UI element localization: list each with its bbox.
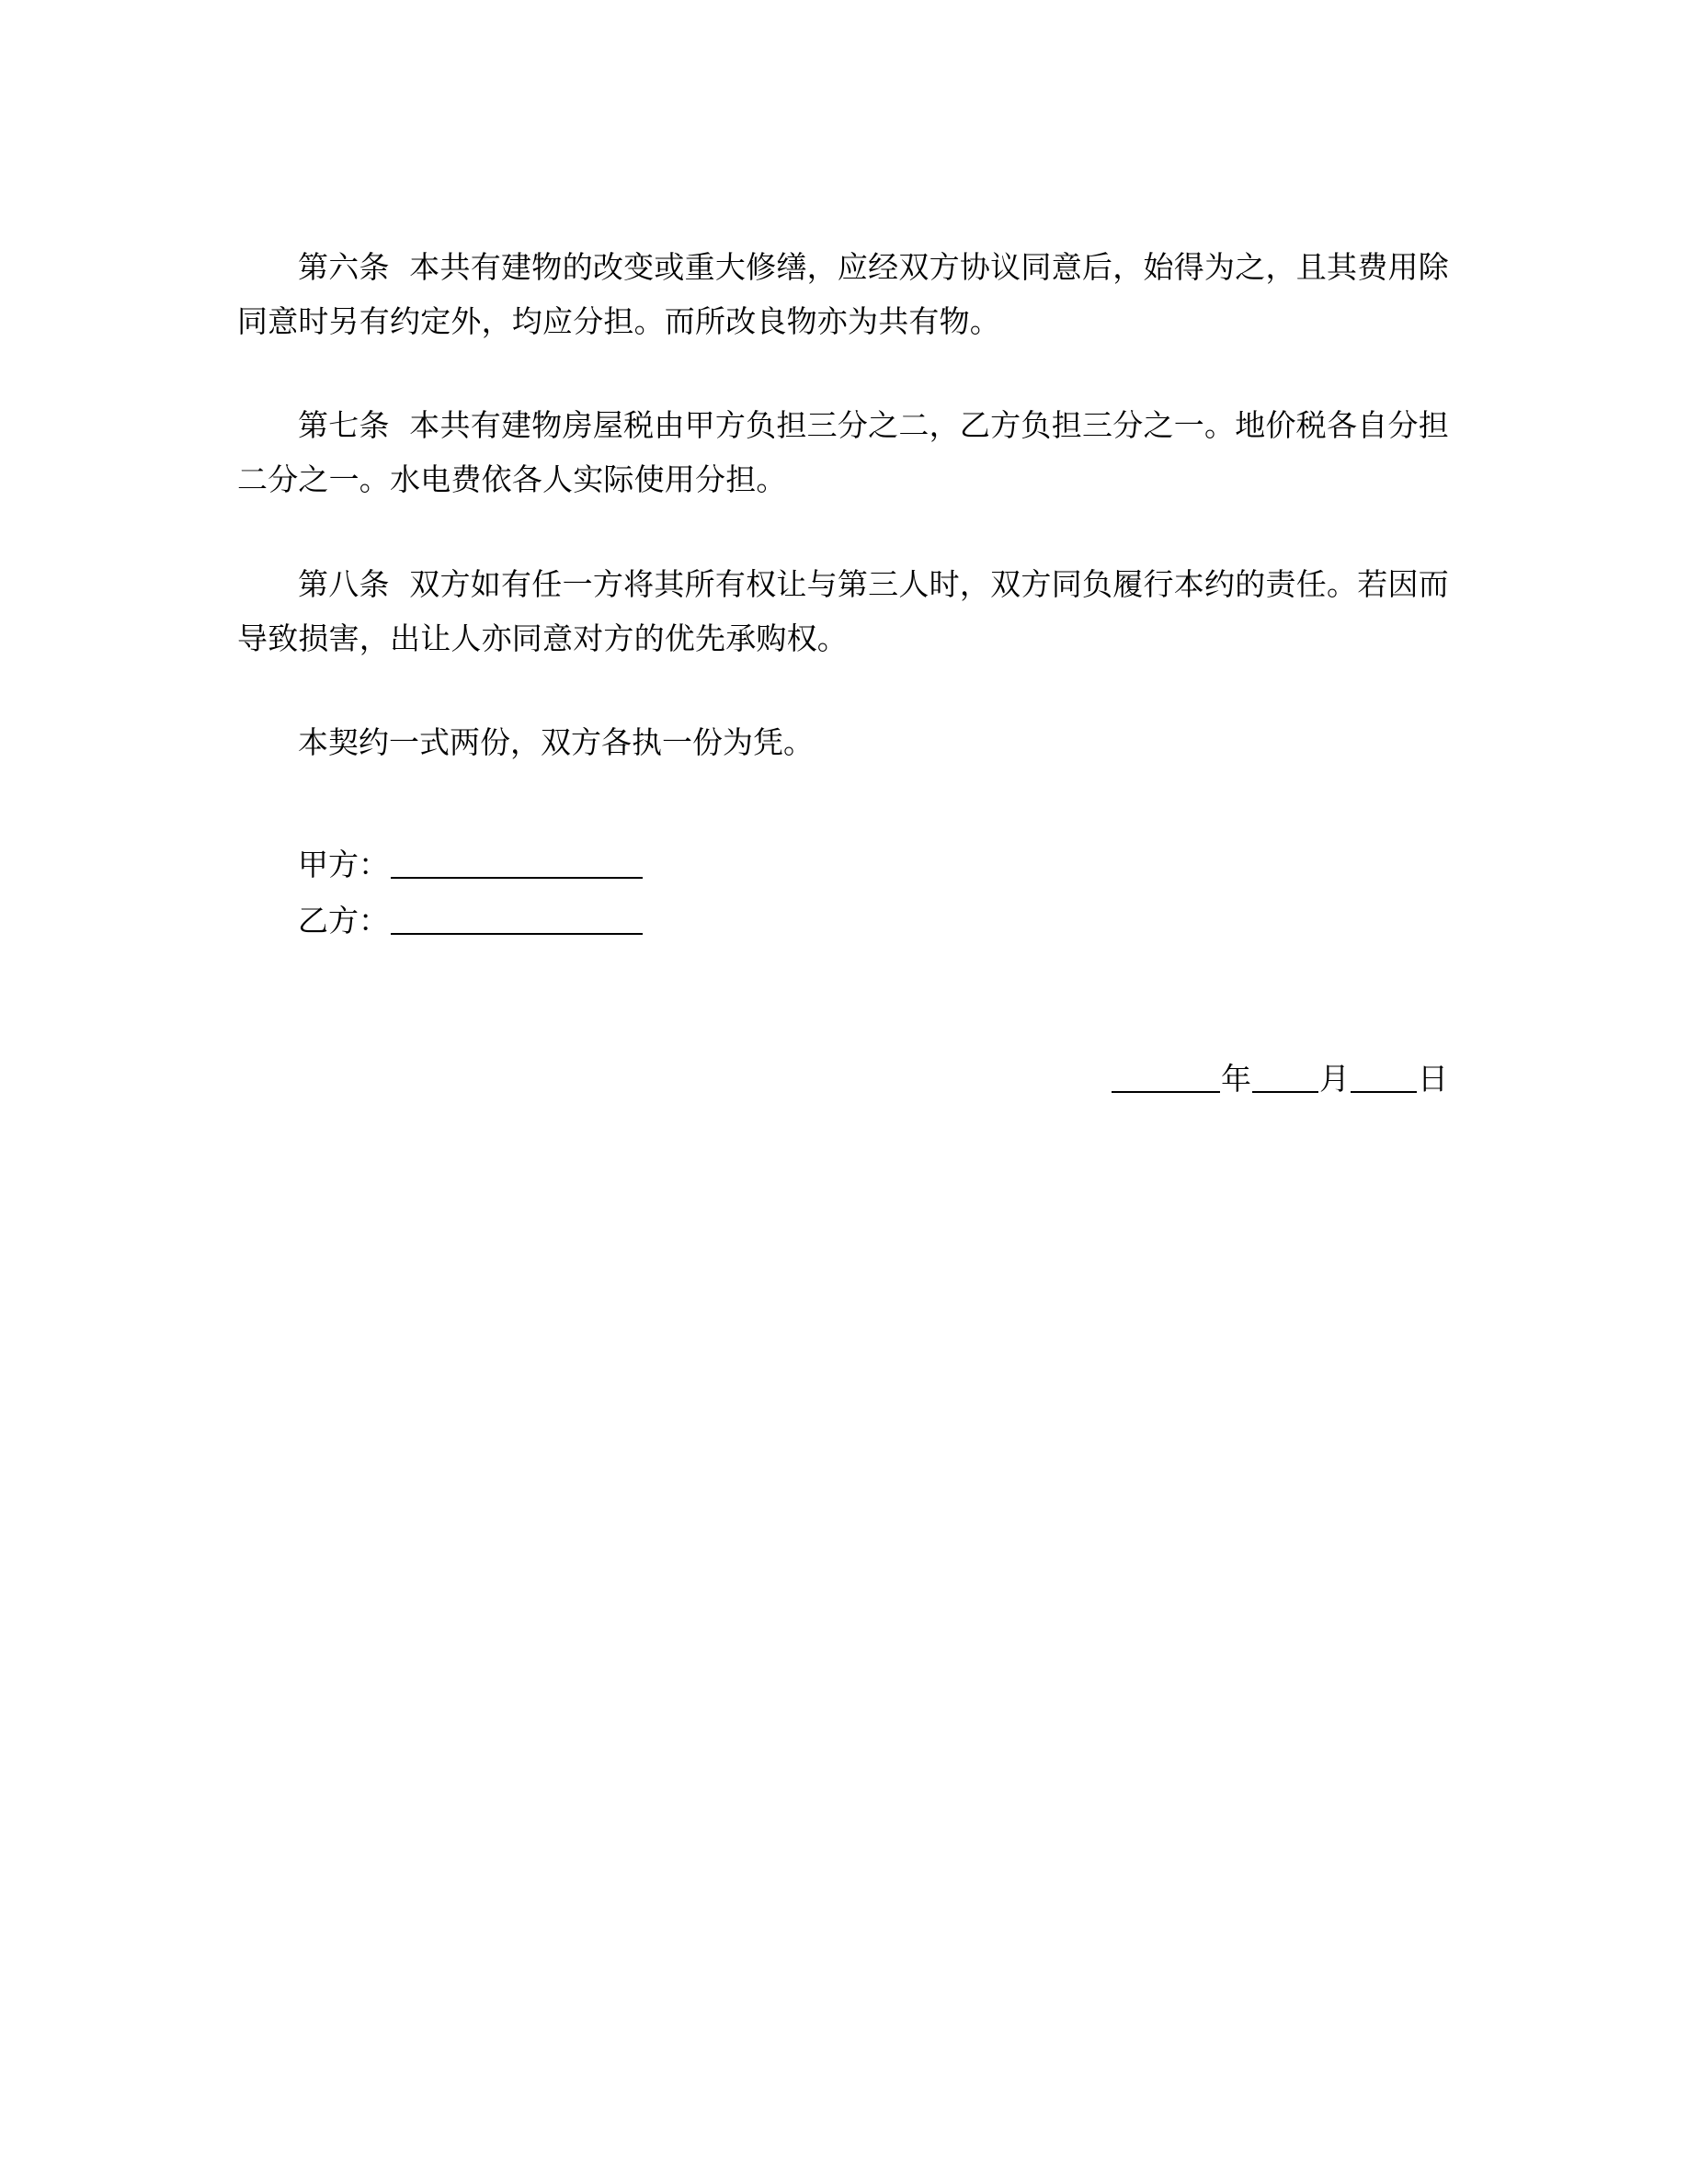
signature-party-b — [237, 893, 1449, 949]
signature-block — [237, 836, 1449, 949]
clause-six — [237, 241, 1449, 348]
signature-party-a-field[interactable] — [391, 877, 643, 879]
closing-statement: 本契约一式两份，双方各执一份为凭。 — [298, 724, 814, 761]
clause-eight-text: 双方如有任一方将其所有权让与第三人时，双方同负履行本约的责任。若因而导致损害，出让人亦同意对方的优先承购权。 — [237, 565, 1449, 656]
date-month-field[interactable] — [1252, 1091, 1318, 1093]
date-day-label: 日 — [1418, 1061, 1448, 1097]
date-day-field[interactable] — [1351, 1091, 1417, 1093]
date-line — [237, 1055, 1449, 1098]
signature-party-a — [237, 836, 1449, 893]
clause-seven — [237, 399, 1449, 506]
clause-six-label: 第六条 — [298, 249, 390, 285]
clause-eight — [237, 558, 1449, 665]
clause-eight-label: 第八条 — [298, 565, 390, 602]
clause-seven-label: 第七条 — [298, 407, 390, 444]
signature-party-a-label: 甲方： — [298, 847, 389, 883]
signature-party-b-field[interactable] — [391, 933, 643, 935]
date-month-label: 月 — [1319, 1061, 1350, 1097]
document-body — [237, 241, 1449, 949]
clause-six-text: 本共有建物的改变或重大修缮，应经双方协议同意后，始得为之，且其费用除同意时另有约定外，均应分担。而所改良物亦为共有物。 — [237, 249, 1449, 339]
signature-party-b-label: 乙方： — [298, 903, 389, 939]
clause-seven-text: 本共有建物房屋税由甲方负担三分之二，乙方负担三分之一。地价税各自分担二分之一。水电费依各人实际使用分担。 — [237, 407, 1449, 498]
date-year-label: 年 — [1221, 1061, 1251, 1097]
date-year-field[interactable] — [1112, 1091, 1220, 1093]
